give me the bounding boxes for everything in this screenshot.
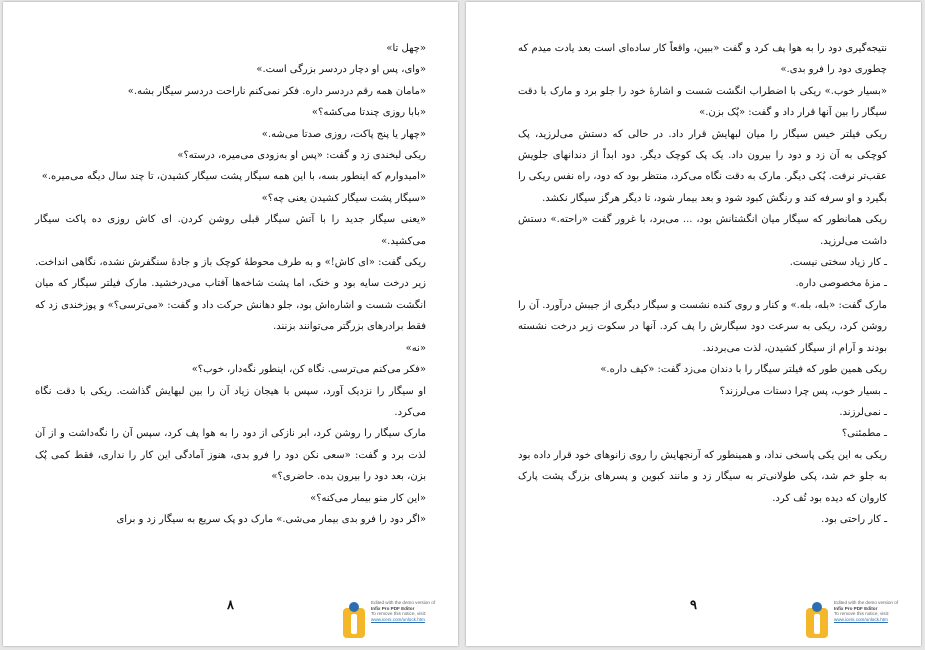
paragraph: ـ مزهٔ مخصوصی داره. [795,278,887,290]
paragraph: «امیدوارم که اینطور بسه، با این همه سیگار پشت سیگار کشیدن، تا چند سال دیگه می‌میره.» [41,171,426,183]
paragraph: او سیگار را نزدیک آورد، سپس با هیجان زیاد آن را بین لبهایش گذاشت. ریکی با دقت نگاه می‌کرد. [35,385,426,418]
paragraph: نتیجه‌گیری دود را به هوا پف کرد و گفت «ببین، واقعاً کار ساده‌ای است بعد یادت میدم که چطوری دود را فرو بدی.» [518,43,887,76]
paragraph: «اگر دود را فرو بدی بیمار می‌شی.» مارک دو پک سریع به سیگار زد و برای [116,513,426,525]
paragraph: مارک سیگار را روشن کرد، ابر نازکی از دود را به هوا پف کرد، سپس آن را نگه‌داشت و از آن لذت برد و گفت: «سعی نکن دود را فرو بدی، هنوز آمادگی این کار را نداری، فقط کمی پُک بزن، بعد دود را بیرون بده. حاضری؟» [35,428,426,483]
paragraph: «یعنی سیگار جدید را با آتش سیگار قبلی روشن کردن. ای کاش روزی ده پاکت سیگار می‌کشید.» [35,214,426,247]
paragraph: ـ بسیار خوب، پس چرا دستات می‌لرزند؟ [719,385,887,397]
page-number: ۸ [227,598,234,613]
paragraph: ـ نمی‌لرزند. [839,406,887,418]
paragraph: ریکی لبخندی زد و گفت: «پس او به‌زودی می‌میره، درسته؟» [177,150,426,162]
infix-logo-icon [806,600,830,640]
paragraph: «این کار منو بیمار می‌کنه؟» [310,492,426,504]
paragraph: ریکی همین طور که فیلتر سیگار را با دندان می‌زد گفت: «کیف داره.» [600,364,887,376]
infix-logo-icon [343,600,367,640]
paragraph: ـ کار راحتی بود. [821,513,887,525]
watermark-product: Infix Pro PDF Editor [371,605,415,611]
watermark-text [834,600,898,622]
watermark-link[interactable]: www.iceni.com/unlock.htm [371,616,425,622]
paragraph: «وای، پس او دچار دردسر بزرگی است.» [256,64,426,76]
paragraph: ـ کار زیاد سختی نیست. [789,257,887,269]
paragraph: «بسیار خوب.» ریکی با اضطراب انگشت شست و اشارهٔ خود را جلو برد و مارک با دقت سیگار را بین آنها قرار داد و گفت: «پُک بزن.» [518,85,887,119]
paragraph: ریکی گفت: «ای کاش!» و به طرف محوطهٔ کوچک باز و جادهٔ سنگفرش نشده، نگاهی انداخت. زیر درخت سایه بود و خنک، اما پشت شاخه‌ها آفتاب می‌درخشید. مارک فیلتر سیگار که میان انگشت شست و اشاره‌اش بود، جلو دهانش حرکت داد و گفت: «می‌ترسی؟» و پوزخندی زد که فقط برادرهای بزرگتر می‌توانند بزنند. [35,257,426,333]
watermark-line: Edited with the demo version of [371,600,436,605]
paragraph: «فکر می‌کنم می‌ترسی. نگاه کن، اینطور نگه‌دار، خوب؟» [191,364,426,376]
paragraph: ریکی فیلتر خیس سیگار را میان لبهایش قرار داد. در حالی که دستش می‌لرزید، پک کوچکی به آن زد و دود را بیرون داد. یک پک کوچک دیگر. دود ابداً از دندانهای جلویش عقب‌تر نرفت. پُکی دیگر. مارک به دقت نگاه می‌کرد، منتظر بود که دود، راه نفس ریکی را بگیرد و او سرفه کند و رنگش کبود شود و بعد بیمار شود، تا دیگر هرگز سیگار نکشد. [518,128,887,204]
page-left-text [35,38,426,530]
editor-watermark[interactable] [343,600,455,644]
paragraph: «چهل تا» [386,43,426,54]
paragraph: ریکی به این یکی پاسخی نداد، و همینطور که آرنجهایش را روی زانوهای خود قرار داده بود به جلو خم شد، پکی طولانی‌تر به سیگار زد و مانند کبوین و پسرهای بزرگ پشت پارک کاروان که دیده بود تُف کرد. [518,449,887,504]
paragraph: «بابا روزی چندتا می‌کشه؟» [311,107,426,119]
page-right-text [518,38,887,530]
paragraph: ـ مطمئنی؟ [841,428,887,440]
page-right [466,2,921,646]
paragraph: «مامان همه رقم دردسر داره. فکر نمی‌کنم ناراحت دردسر سیگار بشه.» [127,85,426,97]
paragraph: «چهار یا پنج پاکت، روزی صدتا می‌شه.» [261,128,426,140]
paragraph: مارک گفت: «بله، بله.» و کنار و روی کنده نشست و سیگار دیگری از جیبش درآورد. آن را روشن کرد، ریکی به سرعت دود سیگارش را پف کرد. آنها در سکوت زیر درخت نشسته بودند و آرام از سیگار کشیدن، لذت می‌بردند. [518,299,887,354]
watermark-product: Infix Pro PDF Editor [834,605,878,611]
page-left [3,2,458,646]
watermark-line: To remove this notice, visit: [371,611,427,617]
watermark-line: Edited with the demo version of [834,600,899,605]
paragraph: «نه» [405,342,426,354]
paragraph: ریکی همانطور که سیگار میان انگشتانش بود، ... می‌برد، با غرور گفت «راحته.» دستش داشت می‌لرزید. [518,214,887,247]
paragraph: «سیگار پشت سیگار کشیدن یعنی چه؟» [261,192,426,204]
editor-watermark[interactable] [806,600,918,644]
page-number: ۹ [690,598,697,613]
watermark-link[interactable]: www.iceni.com/unlock.htm [834,616,888,622]
watermark-line: To remove this notice, visit: [834,611,890,617]
watermark-text [371,600,435,622]
